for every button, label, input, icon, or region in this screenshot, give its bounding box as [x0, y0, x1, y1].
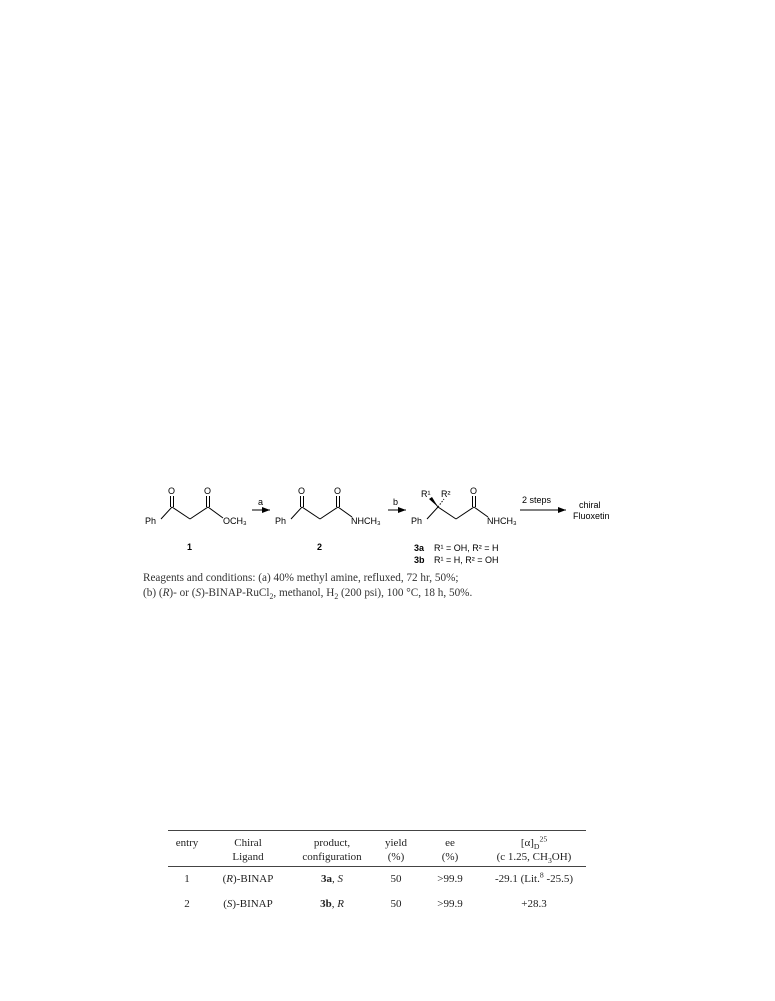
compound-2-number: 2: [317, 542, 323, 552]
results-table: [168, 830, 586, 917]
compound-1-och3-label: OCH₃: [223, 516, 247, 526]
compound-3-oxygen-amide: O: [470, 486, 478, 496]
table-row: [168, 892, 586, 917]
compound-3-nhch3-label: NHCH₃: [487, 516, 517, 526]
compound-2-oxygen-amide: O: [334, 486, 342, 496]
compound-2-ph-label: Ph: [275, 516, 287, 526]
compound-1-structure: [161, 496, 223, 519]
compound-3-structure: [427, 496, 488, 519]
header-product: product, configuration: [302, 837, 362, 863]
variant-3a-text: R¹ = OH, R² = H: [434, 543, 499, 553]
compound-1-oxygen-ester: O: [204, 486, 212, 496]
arrow-two-steps-label: 2 steps: [522, 495, 552, 505]
header-ee: ee (%): [441, 837, 459, 863]
cell-ee: >99.9: [437, 898, 463, 910]
table-header-row: [168, 831, 586, 867]
cell-ligand: (S)-BINAP: [223, 898, 273, 910]
header-yield: yield (%): [385, 837, 407, 863]
cell-yield: 50: [390, 873, 402, 885]
cell-product: 3a, S: [321, 873, 343, 885]
compound-2-structure: [291, 496, 352, 519]
caption-line-2: (b) (R)- or (S)-BINAP-RuCl$_2$, methanol, $H_2$ (200 psi), 100 °C, 18 h, 50%.: [143, 587, 473, 602]
arrow-b-label: b: [393, 497, 399, 507]
caption-line-1: Reagents and conditions: (a) 40% methyl amine, refluxed, 72 hr, 50%;: [143, 572, 459, 584]
compound-3-ph-label: Ph: [411, 516, 423, 526]
compound-2-oxygen-ketone: O: [298, 486, 306, 496]
header-ligand: Chiral Ligand: [232, 837, 264, 863]
variant-3b-id: 3b: [414, 555, 425, 565]
header-entry: entry: [175, 837, 199, 849]
scheme-caption: [143, 571, 663, 601]
product-label-line2: Fluoxetin: [573, 511, 610, 521]
header-rotation: $[\alpha]_D^{25}$ (c 1.25, $CH_3OH$): [496, 834, 572, 866]
variant-3b-text: R¹ = H, R² = OH: [434, 555, 499, 565]
cell-ligand: (R)-BINAP: [222, 873, 274, 885]
cell-rotation: +28.3: [521, 898, 547, 910]
cell-ee: >99.9: [437, 873, 463, 885]
compound-3-r1-label: R¹: [421, 489, 431, 499]
compound-1-oxygen-ketone: O: [168, 486, 176, 496]
product-label-line1: chiral: [579, 500, 601, 510]
cell-yield: 50: [390, 898, 402, 910]
cell-rotation: -29.1 (Lit.$^8$ -25.5): [494, 870, 574, 885]
compound-1-ph-label: Ph: [145, 516, 157, 526]
compound-2-nhch3-label: NHCH₃: [351, 516, 381, 526]
cell-entry: 1: [184, 873, 190, 885]
table-row: [168, 867, 586, 893]
compound-1-number: 1: [187, 542, 193, 552]
arrow-a-label: a: [258, 497, 264, 507]
compound-3-r2-label: R²: [441, 489, 451, 499]
cell-entry: 2: [184, 898, 190, 910]
variant-3a-id: 3a: [414, 543, 425, 553]
cell-product: 3b, R: [320, 898, 344, 910]
